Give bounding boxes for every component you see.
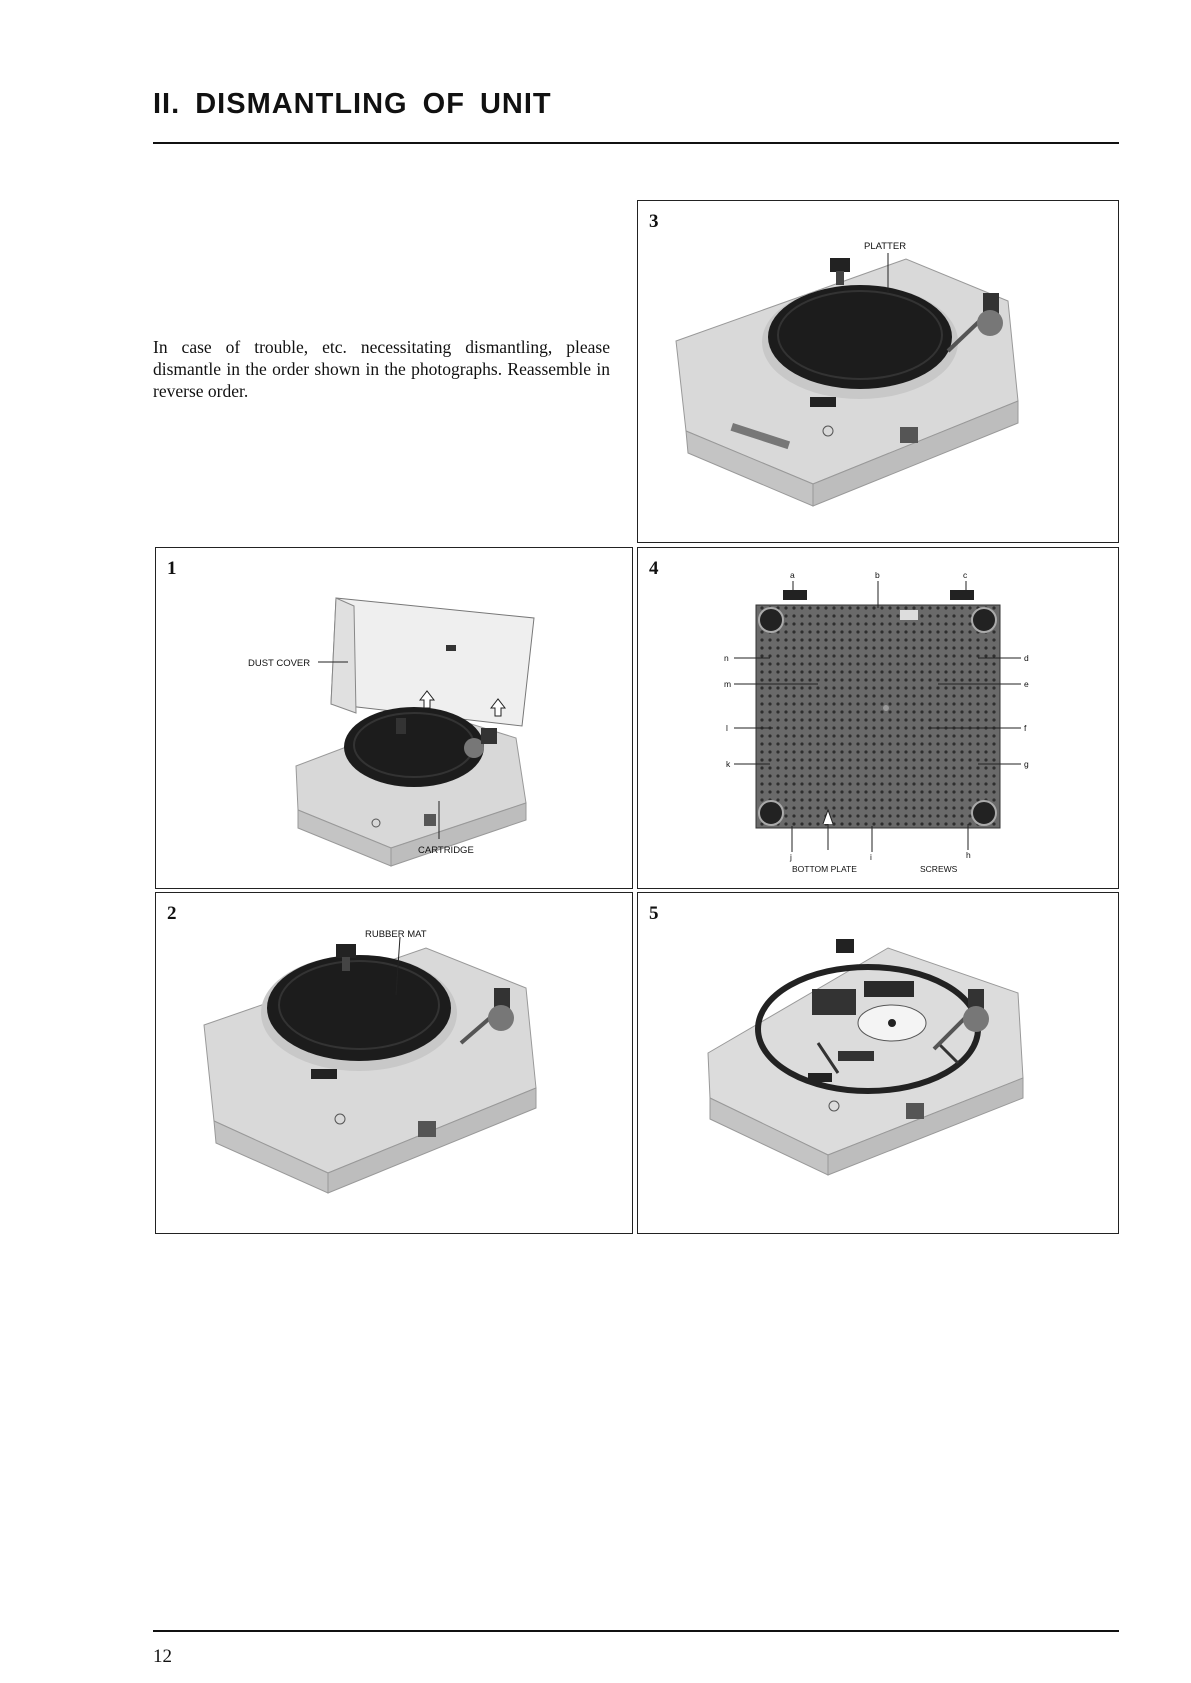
label-d: d: [1024, 653, 1029, 663]
panel-number: 5: [649, 903, 659, 924]
label-cartridge: CARTRIDGE: [418, 845, 474, 856]
label-screws: SCREWS: [920, 864, 958, 874]
label-dust-cover: DUST COVER: [248, 658, 311, 669]
photo-panel-4: [637, 547, 1119, 889]
label-n: n: [724, 653, 729, 663]
panel-number: 3: [649, 211, 659, 232]
label-j: j: [790, 852, 792, 862]
header-rule: [153, 142, 1119, 144]
bottom-plate-photo: [638, 548, 1118, 888]
turntable-dust-cover-photo: [156, 548, 632, 888]
label-m: m: [724, 679, 732, 689]
panel-number: 1: [167, 558, 177, 579]
turntable-chassis-photo: [638, 893, 1118, 1233]
label-l: l: [726, 723, 728, 733]
label-k: k: [726, 759, 731, 769]
label-rubber-mat: RUBBER MAT: [365, 929, 427, 940]
photo-panel-3: [637, 200, 1119, 543]
intro-paragraph: In case of trouble, etc. necessitating dismantling, please dismantle in the order shown in the photographs. Reassemble in reverse order.: [153, 337, 610, 401]
photo-panel-2: [155, 892, 633, 1234]
label-platter: PLATTER: [864, 241, 907, 252]
turntable-rubber-mat-photo: [156, 893, 632, 1233]
page-title: II. DISMANTLING OF UNIT: [153, 88, 552, 120]
panel-number: 2: [167, 903, 177, 924]
label-g: g: [1024, 759, 1029, 769]
page-number: 12: [153, 1646, 172, 1667]
label-i: i: [870, 852, 872, 862]
label-f: f: [1024, 723, 1027, 733]
turntable-platter-photo: [638, 201, 1118, 542]
label-c: c: [963, 570, 968, 580]
label-bottom-plate: BOTTOM PLATE: [792, 864, 857, 874]
label-a: a: [790, 570, 795, 580]
label-h: h: [966, 850, 971, 860]
footer-rule: [153, 1630, 1119, 1632]
label-e: e: [1024, 679, 1029, 689]
photo-panel-5: [637, 892, 1119, 1234]
panel-number: 4: [649, 558, 659, 579]
label-b: b: [875, 570, 880, 580]
photo-panel-1: [155, 547, 633, 889]
